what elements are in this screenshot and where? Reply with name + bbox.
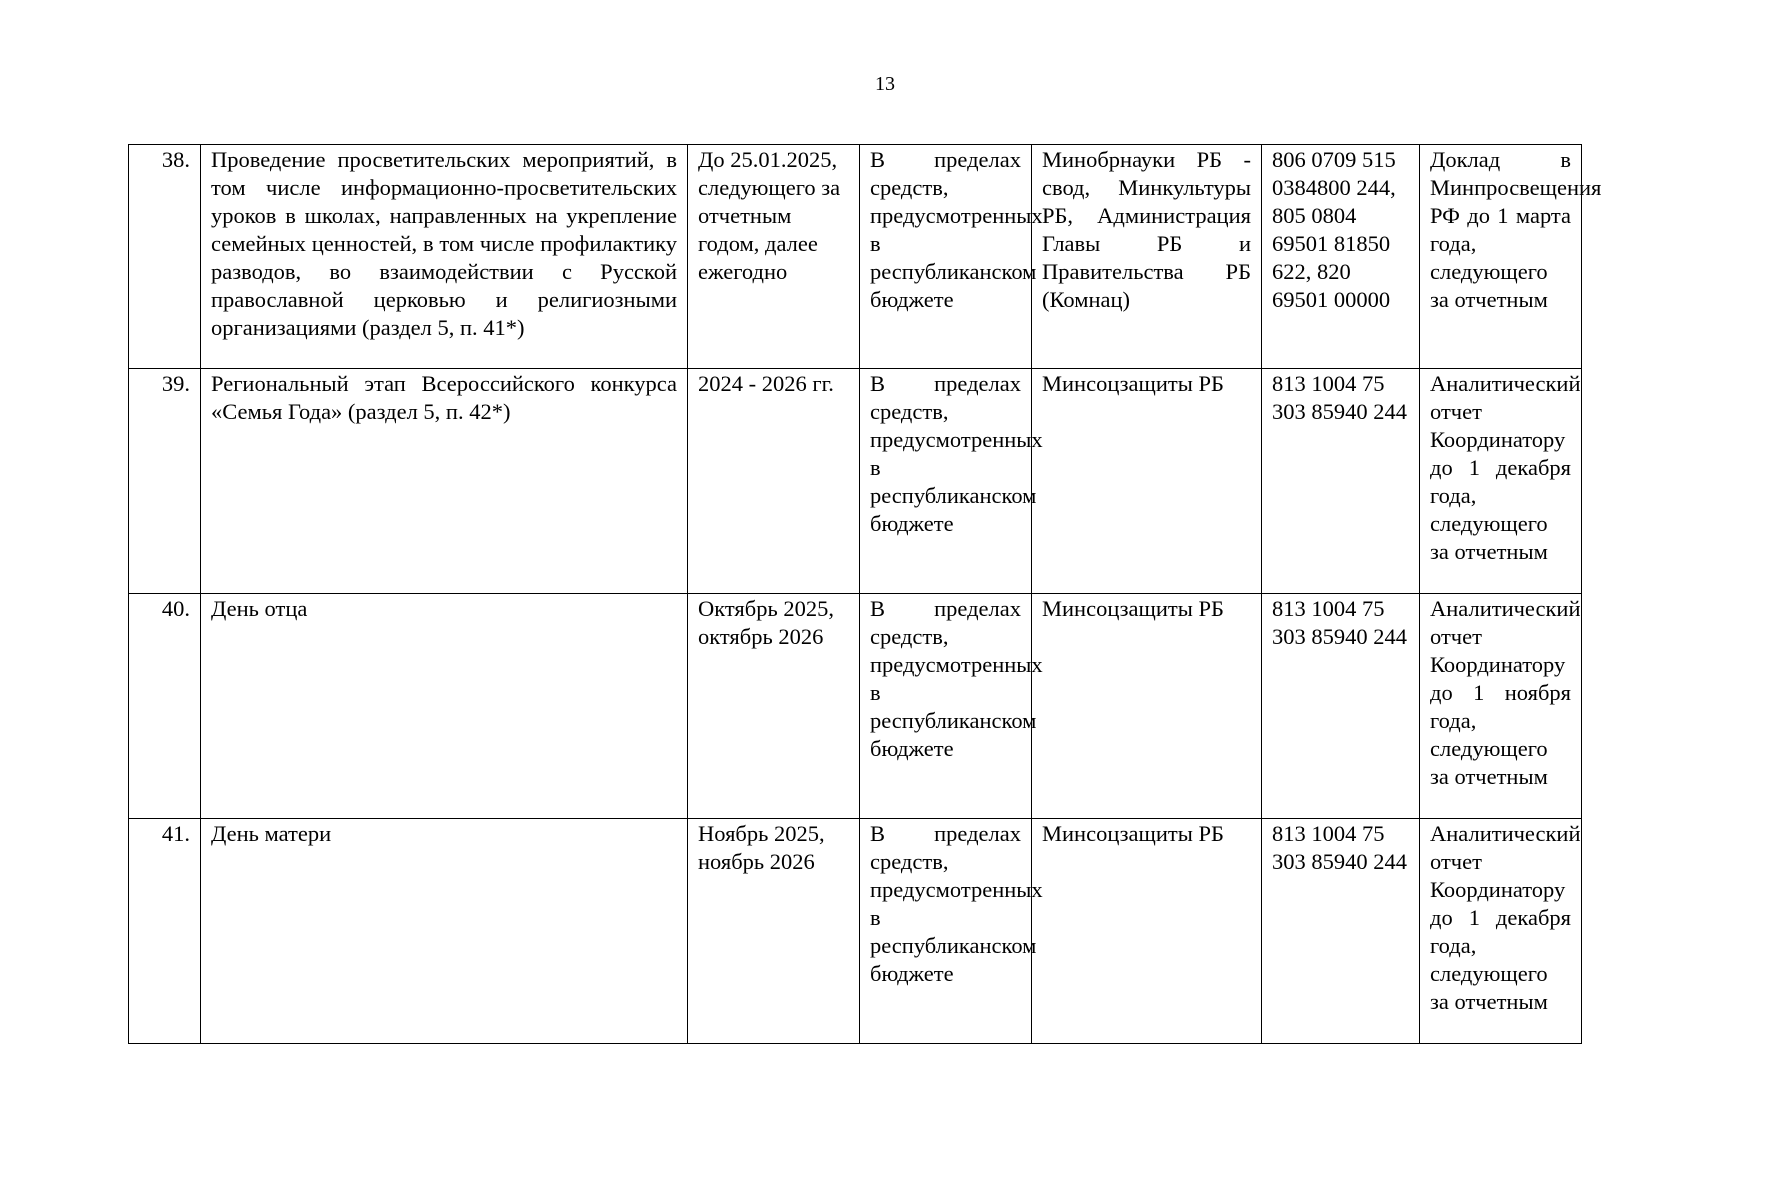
term-cell: До 25.01.2025, следующего за отчетным годом, далее ежегодно xyxy=(688,145,860,369)
report-cell: Аналитический отчет Координатору до 1 ноября года, следующего за отчетным xyxy=(1420,594,1582,819)
table-row xyxy=(129,819,1582,1044)
budget-code-cell: 813 1004 75 303 85940 244 xyxy=(1262,594,1420,819)
budget-code-cell: 806 0709 515 0384800 244, 805 0804 69501 81850 622, 820 69501 00000 xyxy=(1262,145,1420,369)
measure-name-cell: Региональный этап Всероссийского конкурса «Семья Года» (раздел 5, п. 42*) xyxy=(201,369,688,594)
row-number-cell: 40. xyxy=(129,594,201,819)
term-cell: Октябрь 2025, октябрь 2026 xyxy=(688,594,860,819)
measure-name-cell: Проведение просветительских мероприятий, в том числе информационно-просветительских уроков в школах, направленных на укрепление семейных ценностей, в том числе профилактику разводов, во взаимодействии с Русской православной церковью и религиозными организациями (раздел 5, п. 41*) xyxy=(201,145,688,369)
executor-cell: Минсоцзащиты РБ xyxy=(1032,369,1262,594)
executor-cell: Минобрнауки РБ - свод, Минкультуры РБ, Администрация Главы РБ и Правительства РБ (Комнац) xyxy=(1032,145,1262,369)
table-row xyxy=(129,369,1582,594)
term-cell: Ноябрь 2025, ноябрь 2026 xyxy=(688,819,860,1044)
row-number-cell: 41. xyxy=(129,819,201,1044)
report-cell: Доклад в Минпросвещения РФ до 1 марта года, следующего за отчетным xyxy=(1420,145,1582,369)
financing-cell: В пределах средств, предусмотренных в республиканском бюджете xyxy=(860,369,1032,594)
budget-code-cell: 813 1004 75 303 85940 244 xyxy=(1262,819,1420,1044)
financing-cell: В пределах средств, предусмотренных в республиканском бюджете xyxy=(860,819,1032,1044)
budget-code-cell: 813 1004 75 303 85940 244 xyxy=(1262,369,1420,594)
term-cell: 2024 - 2026 гг. xyxy=(688,369,860,594)
measures-table xyxy=(128,144,1602,1044)
table-row xyxy=(129,594,1582,819)
financing-cell: В пределах средств, предусмотренных в республиканском бюджете xyxy=(860,145,1032,369)
executor-cell: Минсоцзащиты РБ xyxy=(1032,819,1262,1044)
report-cell: Аналитический отчет Координатору до 1 декабря года, следующего за отчетным xyxy=(1420,369,1582,594)
financing-cell: В пределах средств, предусмотренных в республиканском бюджете xyxy=(860,594,1032,819)
page-number: 13 xyxy=(875,73,895,95)
table-row xyxy=(129,145,1582,369)
row-number-cell: 39. xyxy=(129,369,201,594)
measure-name-cell: День матери xyxy=(201,819,688,1044)
measure-name-cell: День отца xyxy=(201,594,688,819)
row-number-cell: 38. xyxy=(129,145,201,369)
executor-cell: Минсоцзащиты РБ xyxy=(1032,594,1262,819)
report-cell: Аналитический отчет Координатору до 1 декабря года, следующего за отчетным xyxy=(1420,819,1582,1044)
